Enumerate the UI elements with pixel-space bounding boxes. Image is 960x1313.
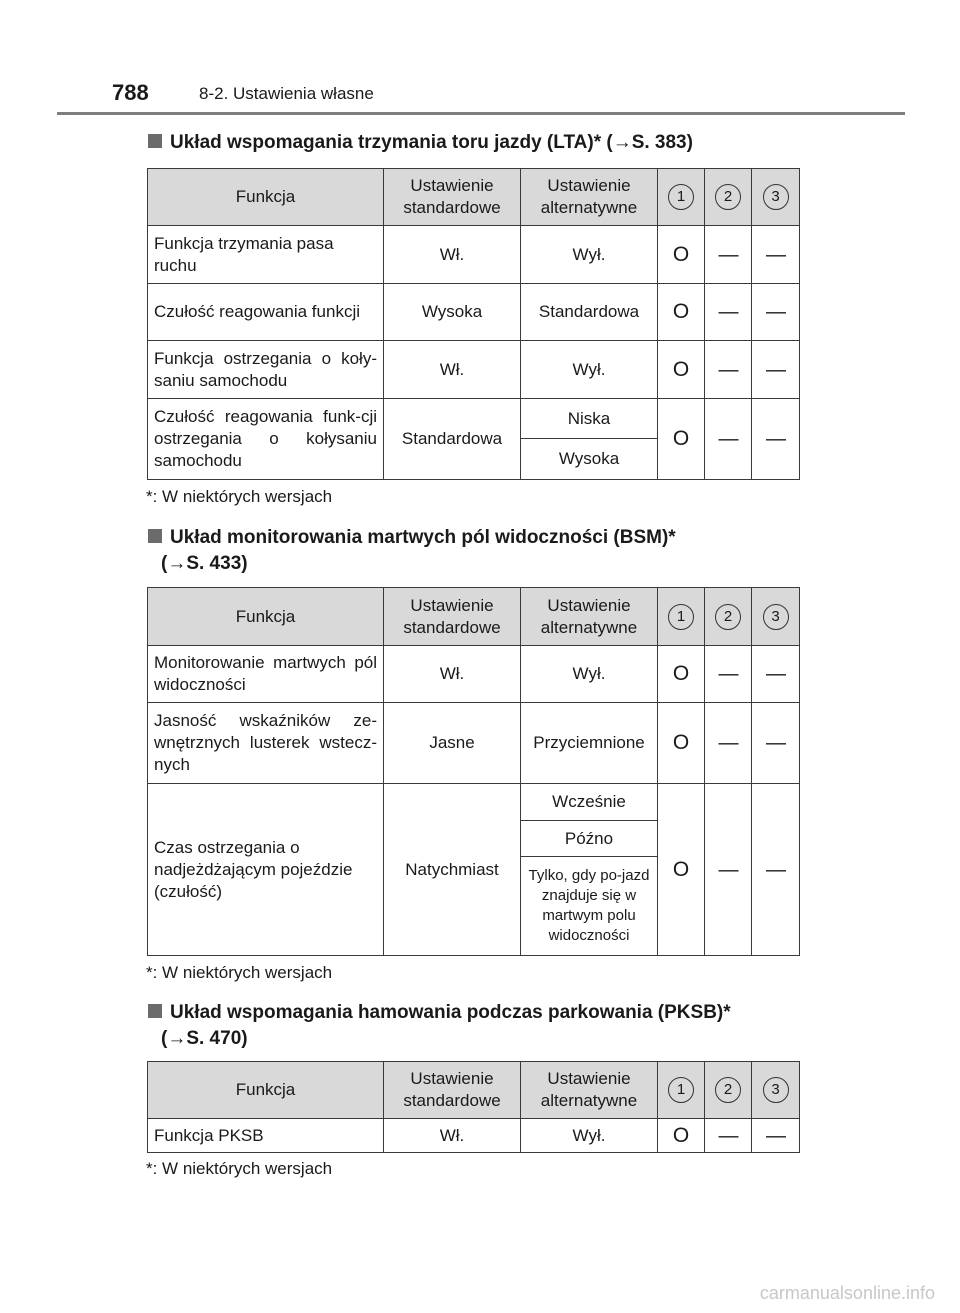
cell-mark-2: — (705, 341, 752, 399)
table-header-row (148, 1062, 800, 1119)
cell-mark-3: — (752, 1119, 800, 1153)
col-1 (658, 169, 705, 226)
table-pksb (147, 1061, 800, 1153)
circled-2-icon: 2 (715, 604, 741, 630)
table-row (148, 646, 800, 703)
col-3 (752, 169, 800, 226)
cell-mark-2: — (705, 1119, 752, 1153)
cell-function: Monitorowanie martwych pól widoczności (148, 646, 384, 703)
cell-default: Wł. (384, 226, 521, 284)
cell-default: Standardowa (384, 399, 521, 480)
circled-1-icon: 1 (668, 604, 694, 630)
cell-mark-3: — (752, 784, 800, 956)
cell-mark-2: — (705, 399, 752, 480)
cell-default: Wł. (384, 1119, 521, 1153)
col-2 (705, 588, 752, 646)
cell-mark-1: O (658, 1119, 705, 1153)
heading-pksb (148, 1000, 731, 1052)
cell-mark-3: — (752, 284, 800, 341)
circled-3-icon: 3 (763, 184, 789, 210)
circled-3-icon: 3 (763, 1077, 789, 1103)
cell-mark-1: O (658, 284, 705, 341)
circled-2-icon: 2 (715, 184, 741, 210)
col-2 (705, 1062, 752, 1119)
cell-mark-3: — (752, 703, 800, 784)
cell-alternative: Niska (521, 399, 658, 439)
col-function: Funkcja (148, 1062, 384, 1119)
heading-lta-text: Układ wspomagania trzymania toru jazdy (LTA)* (→S. 383) (170, 132, 693, 153)
cell-mark-2: — (705, 284, 752, 341)
col-default: Ustawienie standardowe (384, 169, 521, 226)
square-bullet-icon (148, 134, 162, 148)
cell-function: Czułość reagowania funkcji (148, 284, 384, 341)
heading-lta (148, 130, 693, 156)
cell-function: Czułość reagowania funk-cji ostrzegania o kołysaniu samochodu (148, 399, 384, 480)
table-row (148, 784, 800, 821)
header-rule (57, 112, 905, 115)
cell-mark-1: O (658, 703, 705, 784)
cell-function: Czas ostrzegania o nadjeżdżającym pojeździe (czułość) (148, 784, 384, 956)
col-3 (752, 1062, 800, 1119)
cell-function: Funkcja ostrzegania o koły-saniu samochodu (148, 341, 384, 399)
col-alternative: Ustawienie alternatywne (521, 1062, 658, 1119)
col-default: Ustawienie standardowe (384, 1062, 521, 1119)
cell-mark-1: O (658, 226, 705, 284)
cell-mark-3: — (752, 341, 800, 399)
heading-bsm-line2: (→S. 433) (161, 553, 248, 574)
cell-mark-1: O (658, 341, 705, 399)
col-function: Funkcja (148, 169, 384, 226)
circled-1-icon: 1 (668, 184, 694, 210)
col-1 (658, 1062, 705, 1119)
table-row (148, 703, 800, 784)
cell-alternative: Wcześnie (521, 784, 658, 821)
table-lta (147, 168, 800, 480)
cell-alternative: Wył. (521, 646, 658, 703)
table-header-row (148, 588, 800, 646)
cell-mark-2: — (705, 784, 752, 956)
cell-default: Natychmiast (384, 784, 521, 956)
cell-function: Funkcja PKSB (148, 1119, 384, 1153)
col-default: Ustawienie standardowe (384, 588, 521, 646)
cell-alternative: Wysoka (521, 439, 658, 480)
cell-alternative: Wył. (521, 341, 658, 399)
cell-mark-2: — (705, 226, 752, 284)
cell-mark-3: — (752, 226, 800, 284)
watermark: carmanualsonline.info (759, 1283, 935, 1303)
cell-alternative: Tylko, gdy po-jazd znajduje się w martwym polu widoczności (521, 857, 658, 956)
cell-alternative: Standardowa (521, 284, 658, 341)
footnote: *: W niektórych wersjach (146, 1159, 333, 1178)
circled-2-icon: 2 (715, 1077, 741, 1103)
cell-alternative: Wył. (521, 226, 658, 284)
cell-default: Wysoka (384, 284, 521, 341)
table-row (148, 226, 800, 284)
cell-function: Jasność wskaźników ze-wnętrznych lusterek wstecz-nych (148, 703, 384, 784)
col-2 (705, 169, 752, 226)
cell-mark-3: — (752, 399, 800, 480)
table-row (148, 399, 800, 439)
table-row (148, 284, 800, 341)
cell-mark-1: O (658, 646, 705, 703)
square-bullet-icon (148, 529, 162, 543)
table-row (148, 341, 800, 399)
cell-default: Wł. (384, 341, 521, 399)
cell-mark-1: O (658, 399, 705, 480)
cell-alternative: Przyciemnione (521, 703, 658, 784)
table-bsm (147, 587, 800, 956)
col-function: Funkcja (148, 588, 384, 646)
col-alternative: Ustawienie alternatywne (521, 169, 658, 226)
heading-bsm (148, 525, 676, 577)
cell-function: Funkcja trzymania pasa ruchu (148, 226, 384, 284)
table-row (148, 1119, 800, 1153)
section-label: 8-2. Ustawienia własne (199, 84, 374, 103)
heading-pksb-line1: Układ wspomagania hamowania podczas parkowania (PKSB)* (170, 1002, 731, 1023)
footnote: *: W niektórych wersjach (146, 487, 333, 506)
cell-default: Wł. (384, 646, 521, 703)
circled-1-icon: 1 (668, 1077, 694, 1103)
col-1 (658, 588, 705, 646)
col-3 (752, 588, 800, 646)
page-header (0, 0, 960, 120)
cell-mark-2: — (705, 646, 752, 703)
page-number: 788 (112, 80, 149, 105)
heading-pksb-line2: (→S. 470) (161, 1028, 248, 1049)
table-header-row (148, 169, 800, 226)
cell-alternative: Wył. (521, 1119, 658, 1153)
cell-mark-1: O (658, 784, 705, 956)
cell-mark-2: — (705, 703, 752, 784)
square-bullet-icon (148, 1004, 162, 1018)
footnote: *: W niektórych wersjach (146, 963, 333, 982)
col-alternative: Ustawienie alternatywne (521, 588, 658, 646)
cell-mark-3: — (752, 646, 800, 703)
circled-3-icon: 3 (763, 604, 789, 630)
cell-default: Jasne (384, 703, 521, 784)
cell-alternative: Późno (521, 821, 658, 857)
heading-bsm-line1: Układ monitorowania martwych pól widoczności (BSM)* (170, 527, 676, 548)
